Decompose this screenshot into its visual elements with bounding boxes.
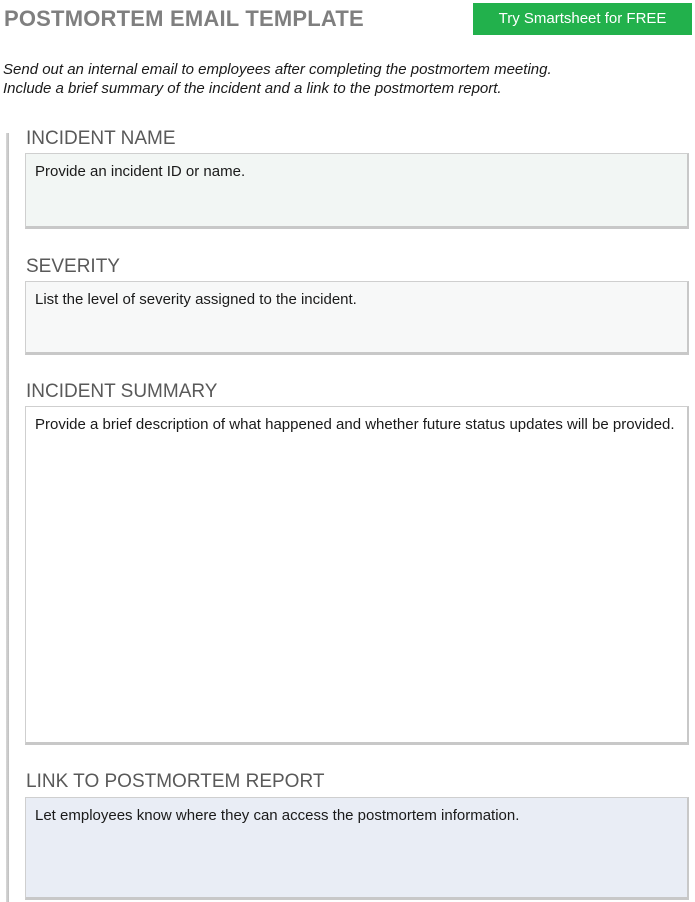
intro-text (3, 60, 693, 98)
incident-name-label: INCIDENT NAME (26, 128, 176, 149)
intro-line-2: Include a brief summary of the incident and a link to the postmortem report. (3, 80, 502, 97)
incident-summary-label: INCIDENT SUMMARY (26, 381, 218, 402)
postmortem-link-field[interactable]: Let employees know where they can access the postmortem information. (25, 797, 689, 900)
severity-label: SEVERITY (26, 256, 120, 277)
incident-name-field[interactable]: Provide an incident ID or name. (25, 153, 689, 229)
try-smartsheet-button[interactable]: Try Smartsheet for FREE (473, 3, 692, 35)
page-title: POSTMORTEM EMAIL TEMPLATE (4, 6, 364, 31)
left-rail-divider (6, 133, 9, 902)
postmortem-link-label: LINK TO POSTMORTEM REPORT (26, 771, 325, 792)
severity-field[interactable]: List the level of severity assigned to the incident. (25, 281, 689, 355)
intro-line-1: Send out an internal email to employees after completing the postmortem meeting. (3, 61, 552, 78)
incident-summary-field[interactable]: Provide a brief description of what happened and whether future status updates will be provided. (25, 406, 689, 745)
